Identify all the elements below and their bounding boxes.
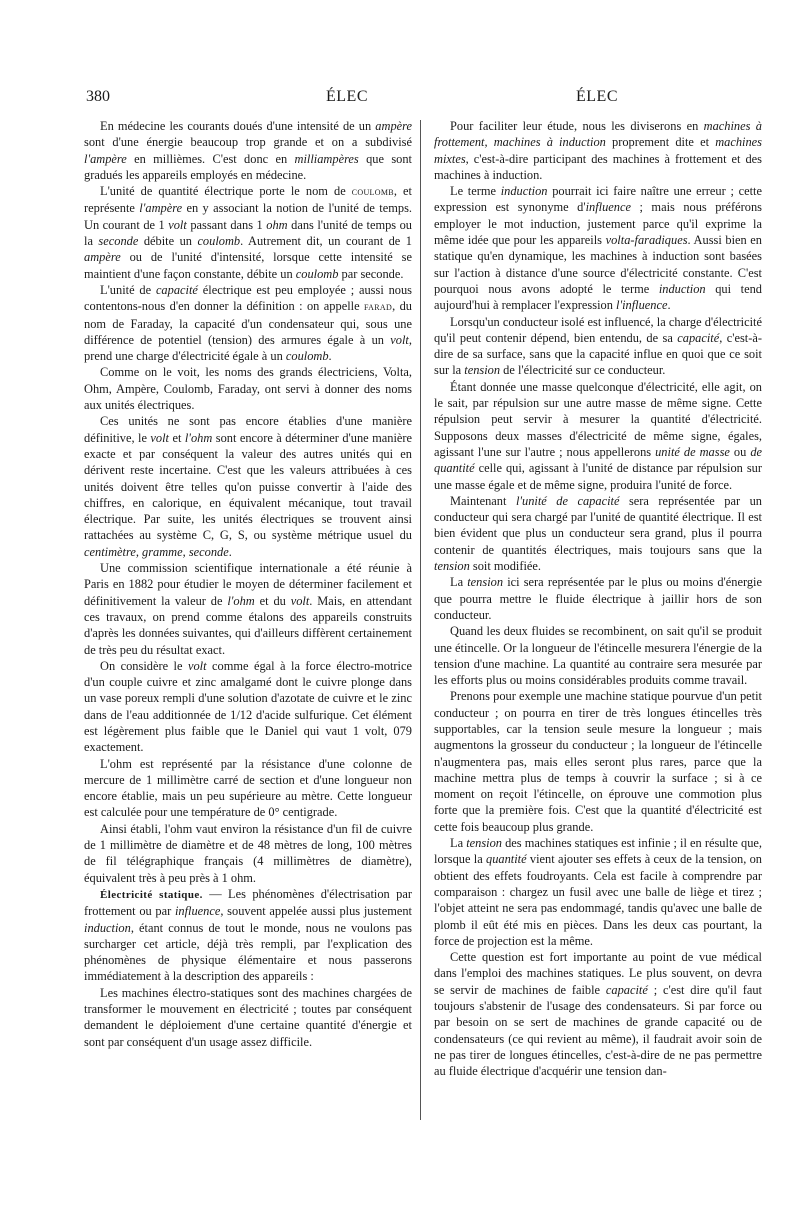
section-heading: Électricité statique.	[100, 888, 203, 901]
text-run: soit modifiée.	[469, 559, 542, 574]
italic-term: tension	[466, 836, 502, 851]
text-run: celle qui, agissant à l'unité de distance par répulsion sur une masse égale et de même signe, produira l'unité de force.	[434, 461, 762, 492]
text-run: Ces unités ne sont pas encore établies d'une manière définitive, le	[84, 414, 412, 445]
italic-term: ohm	[266, 217, 288, 232]
small-caps-term: farad	[364, 301, 393, 314]
text-run: Comme on le voit, les noms des grands électriciens, Volta, Ohm, Ampère, Coulomb, Faraday, ont servi à donner des noms aux unités électriques.	[84, 365, 412, 413]
right-column	[434, 118, 762, 1080]
text-run: pourrait ici faire naître une erreur ; cette expression est synonyme d'	[434, 184, 762, 215]
text-run: Les machines électro-statiques sont des machines chargées de transformer le mouvement en électricité ; toutes par conséquent demandent le déploiement d'une certaine quantité d'énergie et sont par conséquent d'un usage assez difficile.	[84, 985, 412, 1049]
italic-term: tension	[467, 575, 504, 590]
italic-term: influence	[174, 904, 221, 919]
text-run: L'ohm est représenté par la résistance d'une colonne de mercure de 1 millimètre carré de section et d'une longueur non encore établie, mais un peu supérieure au mètre. Cette longueur est calculée pour une température de 0° centigrade.	[84, 756, 412, 820]
text-run: sont d'une énergie beaucoup trop grande et on a subdivisé	[84, 135, 412, 150]
paragraph	[434, 379, 762, 493]
italic-term: volt	[150, 430, 170, 445]
italic-term: volta-faradiques	[605, 233, 688, 248]
italic-term: de quantité	[434, 444, 763, 476]
text-run: On considère le	[100, 658, 188, 673]
italic-term: coulomb	[285, 349, 329, 364]
text-run: Le terme	[450, 184, 501, 199]
text-run: des machines statiques est infinie ; il en résulte que, lorsque la	[434, 836, 762, 867]
italic-term: l'ampère	[139, 201, 183, 216]
text-run: vient ajouter ses effets à ceux de la tension, on obtient des effets foudroyants. Cela est facile à comprendre par comparaison : chargez un fusil avec une balle de liège et tirez ; l'objet atteint ne sera pas endommagé, tandis qu'avec une balle de plomb il eût été mis en pièces. Dans les deux cas pourtant, la force de projection est la même.	[434, 852, 762, 948]
text-run: et du	[254, 593, 291, 608]
paragraph	[434, 493, 762, 574]
text-run: comme égal à la force électro-motrice d'un couple cuivre et zinc amalgamé dont le cuivre plonge dans un vase poreux rempli d'une solution d'azotate de cuivre et le zinc dans de l'eau additionnée de 1/12 d'acide sulfurique. Cet élément est légèrement plus faible que le Daniel qui vaut 1 volt, 079 exactement.	[84, 658, 412, 755]
paragraph	[434, 183, 762, 313]
italic-term: volt	[390, 332, 409, 347]
text-run: Une commission scientifique internationale a été réunie à Paris en 1882 pour étudier le moyen de déterminer facilement et définitivement la valeur de	[84, 561, 412, 608]
text-run: .	[667, 298, 671, 313]
text-run: qui tend aujourd'hui à remplacer l'expression	[434, 281, 762, 313]
paragraph	[434, 688, 762, 835]
column-rule	[420, 120, 421, 1120]
text-run: électrique est peu employée ; aussi nous contentons-nous d'en donner la définition : on appelle	[84, 282, 413, 314]
italic-term: capacité	[155, 282, 198, 297]
text-run: Ainsi établi, l'ohm vaut environ la résistance d'un fil de cuivre de 1 millimètre de diamètre et de 48 mètres de long, 100 mètres de fil télégraphique français (4 millimètres de diamètre), équivalent très à peu près à 1 ohm.	[84, 821, 412, 885]
paragraph	[84, 756, 412, 821]
italic-term: machines mixtes	[434, 135, 762, 166]
text-run: , du nom de Faraday, la capacité d'un condensateur qui, sous une différence de potentiel (tension) des armures égale à un	[84, 299, 412, 347]
italic-term: induction	[84, 920, 131, 935]
text-run: Lorsqu'un conducteur isolé est influencé, la charge d'électricité qu'il peut contenir dépend, bien entendu, de sa	[434, 314, 762, 345]
italic-term: l'influence	[616, 298, 668, 313]
italic-term: ampère	[84, 250, 121, 265]
paragraph	[84, 282, 412, 364]
paragraph	[434, 118, 762, 183]
italic-term: coulomb	[295, 266, 339, 281]
text-run: par seconde.	[338, 266, 404, 281]
text-run: L'unité de	[100, 282, 156, 297]
text-run: , prend une charge d'électricité égale à un	[84, 332, 412, 364]
italic-term: induction	[658, 281, 706, 296]
text-run: ; mais nous préférons employer le mot induction, justement parce qu'il exprime la même idée que pour les appareils	[434, 200, 762, 248]
text-run: ou	[729, 444, 751, 459]
section-paragraph	[84, 886, 412, 985]
text-run: que sont gradués les appareils employés en médecine.	[84, 151, 412, 182]
page-header	[86, 88, 746, 110]
paragraph	[84, 560, 412, 658]
italic-term: capacité	[677, 330, 720, 345]
paragraph	[434, 574, 762, 623]
text-run: ou de l'unité d'intensité, lorsque cette intensité se maintient d'une façon constante, débite un	[84, 250, 412, 281]
text-run: . Aussi bien en statique qu'en dynamique, les machines à induction sont basées sur l'action à distance d'une source d'électricité constante. C'est pourquoi nous avons adopté le terme	[434, 233, 763, 296]
text-run: La	[450, 575, 468, 590]
paragraph	[84, 118, 412, 183]
text-run: sont encore à déterminer d'une manière exacte et par conséquent la valeur des autres unités qui en dérivent reste incertaine. C'est que les valeurs attribuées à ces unités doivent être telles qu'on puisse convertir à l'aide des chiffres, en calorique, en équivalent mécanique, tout travail électrique. Par suite, les unités électriques se trouvent ainsi rattachées au système C, G, S, ou système métrique usuel du	[84, 430, 413, 543]
text-run: Prenons pour exemple une machine statique pourvue d'un petit conducteur ; on pourra en tirer de très longues étincelles très supportables, car la tension seule mesure la longueur ; mais augmentons la grosseur du conducteur ; la longueur de l'étincelle n'augmentera pas, mais elles seront plus rares, parce que la machine mettra plus de temps à couvrir la surface ; si à ce moment on reçoit l'étincelle, on éprouve une commotion plus forte que la première fois. C'est que la quantité d'électricité est cette fois beaucoup plus grande.	[434, 689, 762, 834]
text-run: ici sera représentée par le plus ou moins d'énergie que pourra mettre le fluide électrique à jaillir hors de son conducteur.	[434, 575, 762, 622]
italic-term: volt	[290, 593, 310, 608]
text-run: , étant connus de tout le monde, nous ne voulons pas surcharger cet article, déjà très rempli, par l'explication des phénomènes de physique élémentaire et nous passerons immédiatement à la description des appareils :	[84, 920, 412, 984]
text-run: et	[169, 430, 185, 445]
paragraph	[84, 821, 412, 886]
paragraph	[84, 413, 412, 560]
text-run: .	[328, 349, 332, 364]
text-run: La	[450, 836, 467, 851]
paragraph	[434, 623, 762, 688]
text-run: . Autrement dit, un courant de 1	[240, 234, 412, 249]
italic-term: centimètre, gramme, seconde	[84, 544, 229, 559]
running-head-right: ÉLEC	[576, 88, 618, 105]
italic-term: milliampères	[294, 151, 359, 166]
italic-term: machines à frottement, machines à induction	[434, 119, 762, 150]
text-run: — Les phénomènes d'électrisation par frottement ou par	[84, 886, 412, 919]
italic-term: capacité	[605, 982, 648, 997]
text-run: ; c'est dire qu'il faut toujours s'abstenir de l'usage des condensateurs. Si par force ou par besoin on se sert de machines de grande capacité ou de condensateurs (ce qui revient au même), il faudrait avoir soin de ne pas tirer de longues étincelles, c'est-à-dire de ne pas permettre au fluide électrique d'acquérir une tension dan-	[434, 982, 762, 1079]
italic-term: l'ohm	[227, 593, 255, 608]
text-run: Maintenant	[450, 493, 516, 508]
text-run: , c'est-à-dire participant des machines à frottement et des machines à induction.	[434, 151, 762, 182]
text-run: de l'électricité sur ce conducteur.	[500, 363, 666, 378]
text-run: débite un	[138, 234, 198, 249]
small-caps-term: coulomb	[351, 186, 394, 199]
left-column	[84, 118, 412, 1050]
text-run: .	[228, 544, 232, 559]
text-run: sera représentée par un conducteur qui sera chargé par l'unité de quantité électrique. Il est bien évident que plus un conducteur sera grand, plus il pourra contenir de quantités électriques, mais toujours sans que la	[434, 493, 763, 557]
text-run: , c'est-à-dire de sa surface, sans que la capacité influe en quoi que ce soit sur la	[434, 330, 762, 378]
italic-term: l'ampère	[84, 151, 127, 166]
text-run: proprement dite et	[605, 135, 716, 150]
italic-term: influence	[585, 200, 632, 215]
text-run: en millièmes. C'est donc en	[126, 151, 295, 166]
text-run: , et représente	[84, 184, 412, 216]
paragraph	[84, 364, 412, 413]
italic-term: volt	[187, 658, 207, 673]
paragraph	[84, 658, 412, 756]
paragraph	[434, 835, 762, 949]
paragraph	[434, 314, 762, 379]
text-run: , souvent appelée aussi plus justement	[220, 904, 412, 919]
italic-term: unité de masse	[655, 444, 730, 459]
italic-term: volt	[168, 217, 187, 232]
text-run: Étant donnée une masse quelconque d'électricité, elle agit, on le sait, par répulsion sur une autre masse de même signe. Cette répulsion peut servir à mesurer la quantité d'électricité. Supposons deux masses d'électricité de même signe, égales, agissant l'une sur l'autre ; nous appellerons	[434, 379, 762, 459]
text-run: passant dans 1	[186, 217, 267, 232]
text-run: En médecine les courants doués d'une intensité de un	[100, 119, 376, 133]
italic-term: coulomb	[197, 234, 241, 249]
paragraph	[84, 985, 412, 1050]
italic-term: l'ohm	[184, 430, 213, 445]
italic-term: ampère	[375, 119, 412, 133]
text-run: Cette question est fort importante au point de vue médical dans l'emploi des machines statiques. Le plus souvent, on devra se servir de machines de faible	[434, 950, 762, 997]
italic-term: tension	[434, 559, 470, 574]
text-run: L'unité de quantité électrique porte le nom de	[100, 184, 352, 199]
italic-term: seconde	[98, 234, 139, 249]
page-number: 380	[86, 88, 110, 105]
text-run: . Mais, en attendant ces travaux, on prend comme étalons des appareils construits d'après les données suivantes, qui d'ailleurs diffèrent certainement de très peu du résultat exact.	[84, 593, 412, 657]
running-head-left: ÉLEC	[326, 88, 368, 105]
italic-term: tension	[464, 363, 501, 378]
text-run: dans l'unité de temps ou la	[84, 217, 413, 249]
text-run: Quand les deux fluides se recombinent, on sait qu'il se produit une étincelle. Or la longueur de l'étincelle mesurera l'énergie de la tension d'une machine. La quantité au contraire sera mesurée par les efforts plus ou moins considérables produits comme travail.	[434, 624, 762, 688]
text-run: en y associant la notion de l'unité de temps. Un courant de 1	[84, 201, 412, 232]
italic-term: induction	[500, 184, 548, 199]
text-run: Pour faciliter leur étude, nous les diviserons en	[450, 119, 704, 133]
paragraph	[434, 949, 762, 1079]
italic-term: l'unité de capacité	[515, 493, 620, 508]
italic-term: quantité	[486, 852, 527, 867]
paragraph	[84, 183, 412, 282]
